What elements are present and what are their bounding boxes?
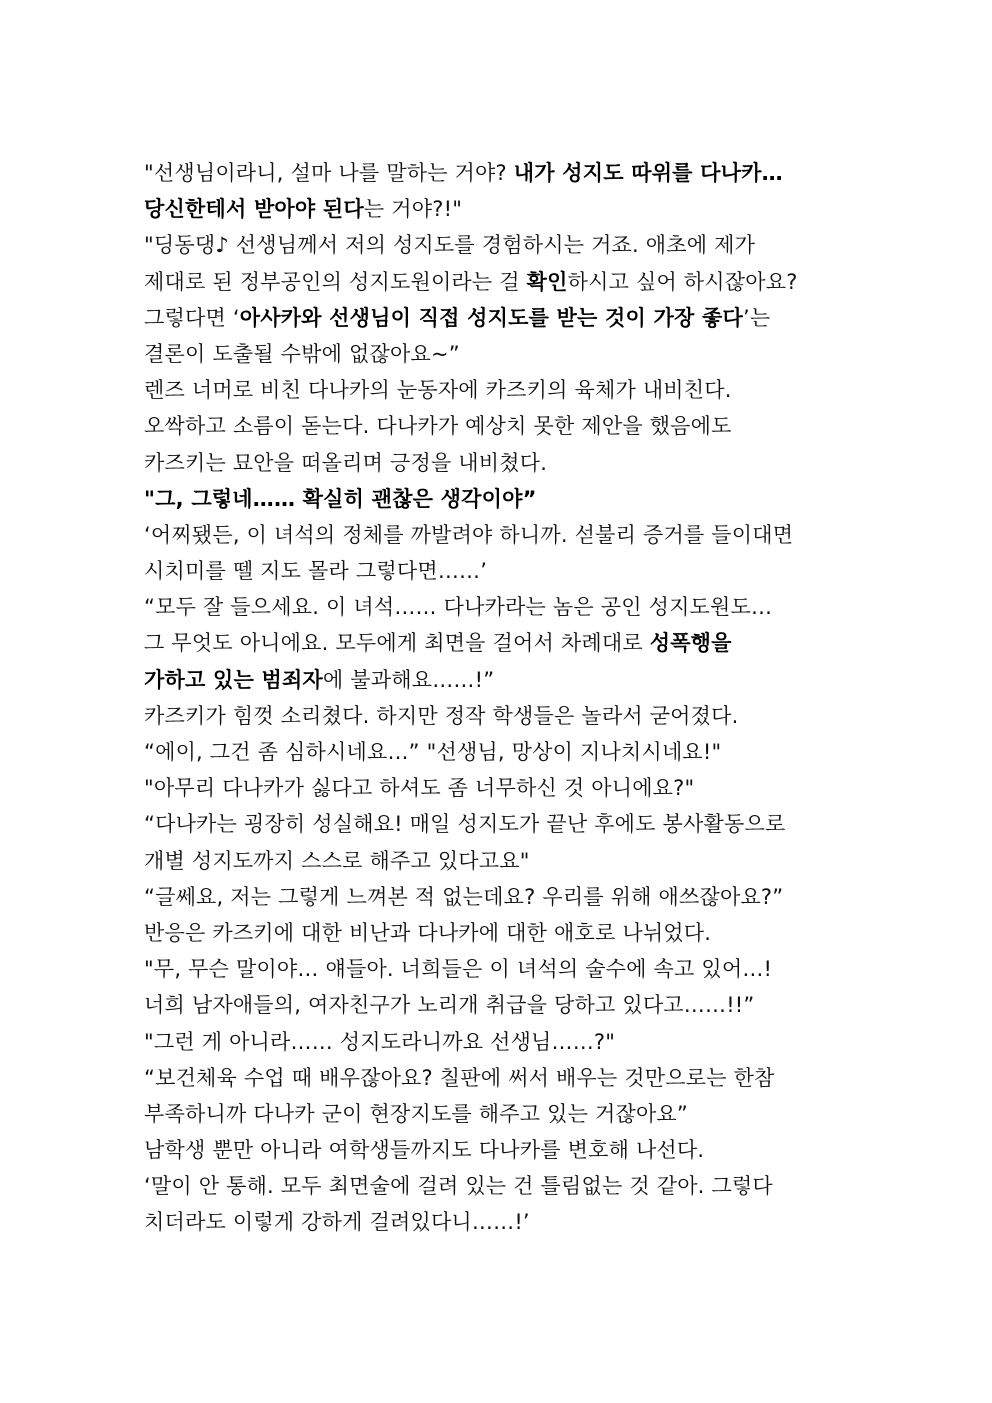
text-segment: 오싹하고 소름이 돋는다. 다나카가 예상치 못한 제안을 했음에도 bbox=[144, 414, 732, 439]
text-segment: “글쎄요, 저는 그렇게 느껴본 적 없는데요? 우리를 위해 애쓰잖아요?” bbox=[144, 884, 784, 909]
text-segment: 카즈키는 묘안을 떠올리며 긍정을 내비쳤다. bbox=[144, 450, 548, 475]
text-segment: ‘어찌됐든, 이 녀석의 정체를 까발려야 하니까. 섣불리 증거를 들이대면 bbox=[144, 522, 794, 547]
text-line bbox=[144, 1168, 864, 1204]
text-segment: "아무리 다나카가 싫다고 하셔도 좀 너무하신 것 아니에요?" bbox=[144, 776, 695, 801]
text-line bbox=[144, 879, 864, 915]
text-line bbox=[144, 951, 864, 987]
text-line bbox=[144, 336, 864, 372]
text-line bbox=[144, 698, 864, 734]
text-segment: 부족하니까 다나카 군이 현장지도를 해주고 있는 거잖아요” bbox=[144, 1101, 688, 1126]
text-line bbox=[144, 372, 864, 408]
text-segment: “보건체육 수업 때 배우잖아요? 칠판에 써서 배우는 것만으로는 한참 bbox=[144, 1065, 775, 1090]
emphasized-text: 확인 bbox=[526, 269, 568, 294]
text-segment: 개별 성지도까지 스스로 해주고 있다고요" bbox=[144, 848, 530, 873]
text-segment: “다나카는 굉장히 성실해요! 매일 성지도가 끝난 후에도 봉사활동으로 bbox=[144, 812, 786, 837]
text-segment: 남학생 뿐만 아니라 여학생들까지도 다나카를 변호해 나선다. bbox=[144, 1138, 705, 1163]
text-line bbox=[144, 300, 864, 336]
text-line bbox=[144, 408, 864, 444]
text-line bbox=[144, 987, 864, 1023]
text-segment: ‘말이 안 통해. 모두 최면술에 걸려 있는 건 틀림없는 것 같아. 그렇다 bbox=[144, 1174, 773, 1199]
text-segment: 는 거야?!" bbox=[363, 197, 463, 222]
text-line bbox=[144, 806, 864, 842]
text-line bbox=[144, 589, 864, 625]
text-segment: 그 무엇도 아니에요. 모두에게 최면을 걸어서 차례대로 bbox=[144, 631, 650, 656]
text-line bbox=[144, 155, 864, 191]
text-line bbox=[144, 625, 864, 661]
text-segment: “에이, 그건 좀 심하시네요…” "선생님, 망상이 지나치시네요!" bbox=[144, 740, 722, 764]
text-line bbox=[144, 1132, 864, 1168]
text-line bbox=[144, 662, 864, 698]
text-segment: 하시고 싶어 하시잖아요? bbox=[567, 269, 798, 294]
text-segment: "선생님이라니, 설마 나를 말하는 거야? bbox=[144, 161, 514, 185]
text-line bbox=[144, 517, 864, 553]
text-segment: 카즈키가 힘껏 소리쳤다. 하지만 정작 학생들은 놀라서 굳어졌다. bbox=[144, 703, 739, 728]
text-line bbox=[144, 1060, 864, 1096]
emphasized-text: 당신한테서 받아야 된다 bbox=[144, 197, 364, 222]
text-segment: 제대로 된 정부공인의 성지도원이라는 걸 bbox=[144, 269, 527, 294]
text-line bbox=[144, 553, 864, 589]
text-line bbox=[144, 1024, 864, 1060]
text-line bbox=[144, 1096, 864, 1132]
text-line bbox=[144, 481, 864, 517]
text-line bbox=[144, 227, 864, 263]
text-segment: ’는 bbox=[742, 305, 771, 330]
text-segment: 그렇다면 ‘ bbox=[144, 305, 240, 330]
text-segment: 반응은 카즈키에 대한 비난과 다나카에 대한 애호로 나뉘었다. bbox=[144, 920, 712, 945]
text-line bbox=[144, 770, 864, 806]
body-text bbox=[144, 155, 864, 1241]
text-line bbox=[144, 843, 864, 879]
emphasized-text: 아사카와 선생님이 직접 성지도를 받는 것이 가장 좋다 bbox=[239, 305, 743, 330]
emphasized-text: "그, 그렇네…… 확실히 괜찮은 생각이야” bbox=[144, 486, 537, 511]
emphasized-text: 성폭행을 bbox=[649, 631, 732, 656]
text-segment: "그런 게 아니라…… 성지도라니까요 선생님……?" bbox=[144, 1029, 616, 1054]
text-line bbox=[144, 264, 864, 300]
text-segment: "딩동댕♪ 선생님께서 저의 성지도를 경험하시는 거죠. 애초에 제가 bbox=[144, 233, 756, 258]
text-segment: "무, 무슨 말이야… 얘들아. 너희들은 이 녀석의 술수에 속고 있어…! bbox=[144, 957, 773, 982]
text-segment: 치더라도 이렇게 강하게 걸려있다니……!’ bbox=[144, 1210, 530, 1235]
text-segment: 결론이 도출될 수밖에 없잖아요~” bbox=[144, 341, 460, 366]
text-line bbox=[144, 191, 864, 227]
text-line bbox=[144, 445, 864, 481]
emphasized-text: 가하고 있는 범죄자 bbox=[144, 667, 323, 692]
text-segment: 에 불과해요……!” bbox=[322, 667, 495, 692]
text-line bbox=[144, 1204, 864, 1240]
text-segment: 너희 남자애들의, 여자친구가 노리개 취급을 당하고 있다고……!!” bbox=[144, 993, 755, 1018]
text-segment: 시치미를 뗄 지도 몰라 그렇다면……’ bbox=[144, 559, 488, 584]
text-segment: 렌즈 너머로 비친 다나카의 눈동자에 카즈키의 육체가 내비친다. bbox=[144, 378, 732, 403]
text-segment: “모두 잘 들으세요. 이 녀석…… 다나카라는 놈은 공인 성지도원도… bbox=[144, 595, 773, 620]
text-line bbox=[144, 915, 864, 951]
emphasized-text: 내가 성지도 따위를 다나카… bbox=[513, 161, 783, 185]
text-line bbox=[144, 734, 864, 770]
